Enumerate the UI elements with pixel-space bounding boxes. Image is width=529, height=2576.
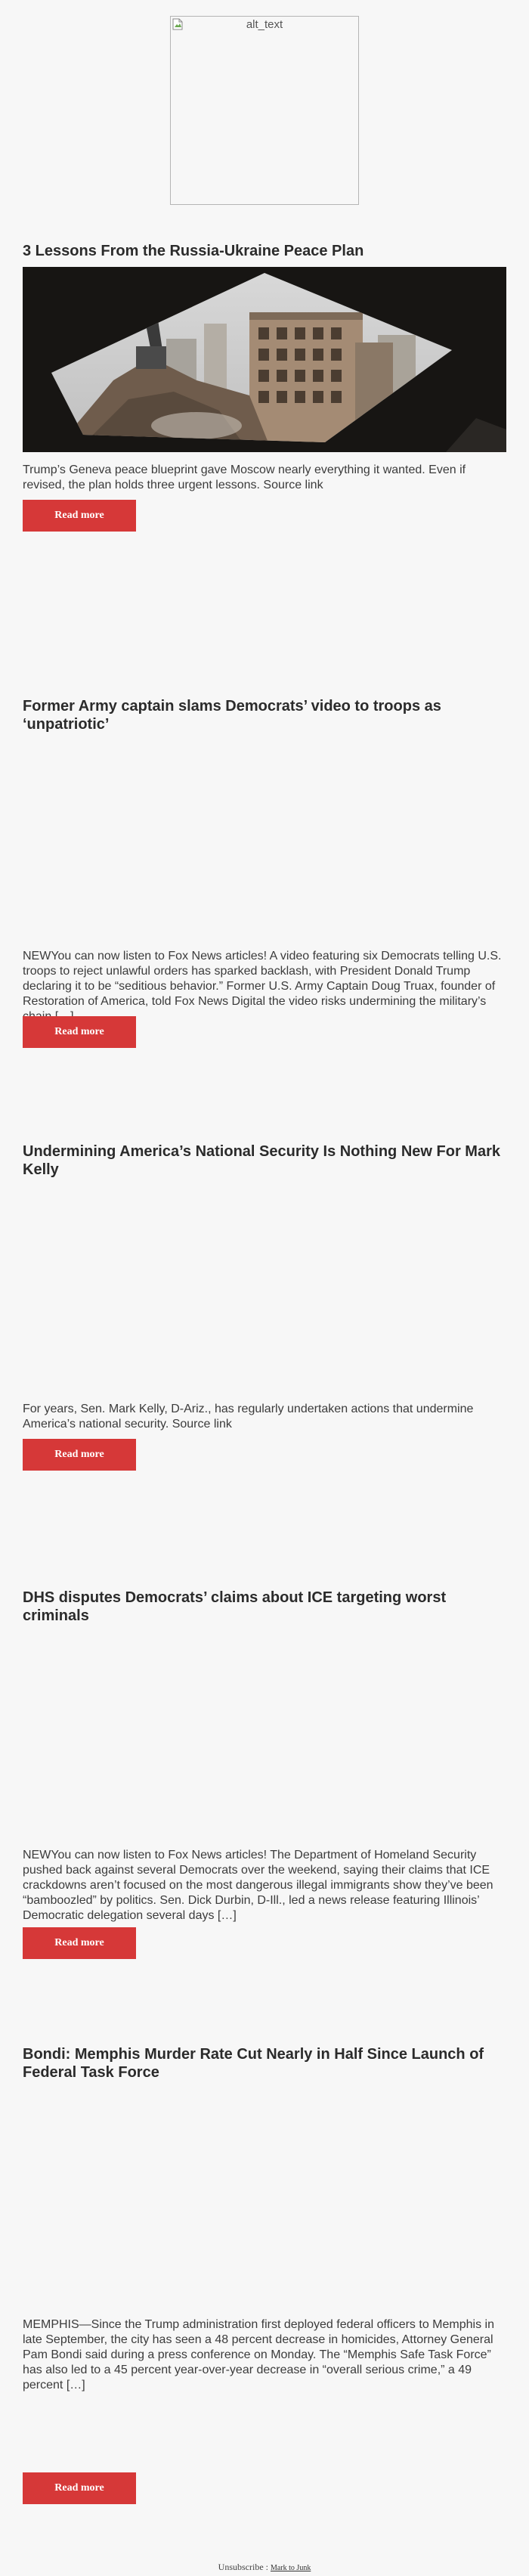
- article-5: [23, 2045, 506, 2514]
- article-headline[interactable]: 3 Lessons From the Russia-Ukraine Peace Plan: [23, 243, 364, 259]
- article-summary: NEWYou can now listen to Fox News articles! The Department of Homeland Security pushed back against several Democrats over the weekend, saying their claims that ICE crackdowns aren’t focused on the most dangerous illegal immigrants show they’ve been “bamboozled” by politics. Sen. Dick Durbin, D-Ill., led a news release featuring Illinois’ Democratic delegation several days […]: [23, 1849, 493, 1922]
- read-more-button[interactable]: Read more: [23, 2472, 136, 2504]
- article-summary: For years, Sen. Mark Kelly, D-Ariz., has regularly undertaken actions that undermine America’s national security. Source link: [23, 1403, 474, 1431]
- article-summary: NEWYou can now listen to Fox News articles! A video featuring six Democrats telling U.S. troops to reject unlawful orders has sparked backlash, with President Donald Trump declaring it to be “seditious behavior.” Former U.S. Army Captain Doug Truax, founder of Restoration of America, told Fox News Digital the video risks undermining the military’s: [23, 950, 502, 1008]
- read-more-button[interactable]: Read more: [23, 1016, 136, 1048]
- read-more-button[interactable]: Read more: [23, 1439, 136, 1471]
- footer: [0, 2562, 529, 2573]
- unsubscribe-label: Unsubscribe :: [218, 2562, 268, 2572]
- read-more-button[interactable]: Read more: [23, 500, 136, 532]
- logo-image: [170, 16, 359, 205]
- article-summary: Trump’s Geneva peace blueprint gave Moscow nearly everything it wanted. Even if revised, the plan holds three urgent lessons. Source link: [23, 463, 466, 491]
- article-2: [23, 697, 506, 1151]
- article-headline[interactable]: Bondi: Memphis Murder Rate Cut Nearly in Half Since Launch of Federal Task Force: [23, 2046, 484, 2081]
- article-summary: MEMPHIS—Since the Trump administration first deployed federal officers to Memphis in late September, the city has seen a 48 percent decrease in homicides, Attorney General Pam Bondi said during a press conference on Monday. The “Memphis Safe Task Force” has also led to a 45 percent year-over-year decrease in “overall serious crime,” a 49 percent […]: [23, 2318, 494, 2392]
- mark-to-junk-link[interactable]: Mark to Junk: [270, 2564, 311, 2572]
- article-hero-image[interactable]: [23, 267, 506, 452]
- article-1: [23, 242, 506, 726]
- bombed-building-image: [23, 267, 506, 452]
- article-4: [23, 1589, 506, 2042]
- article-3: [23, 1142, 506, 1596]
- article-headline[interactable]: Former Army captain slams Democrats’ video to troops as ‘unpatriotic’: [23, 698, 441, 733]
- article-headline[interactable]: Undermining America’s National Security Is Nothing New For Mark Kelly: [23, 1143, 500, 1178]
- logo-placeholder: [170, 16, 359, 205]
- article-headline[interactable]: DHS disputes Democrats’ claims about ICE targeting worst criminals: [23, 1589, 447, 1624]
- logo-alt-text: alt_text: [246, 18, 283, 31]
- read-more-button[interactable]: Read more: [23, 1927, 136, 1959]
